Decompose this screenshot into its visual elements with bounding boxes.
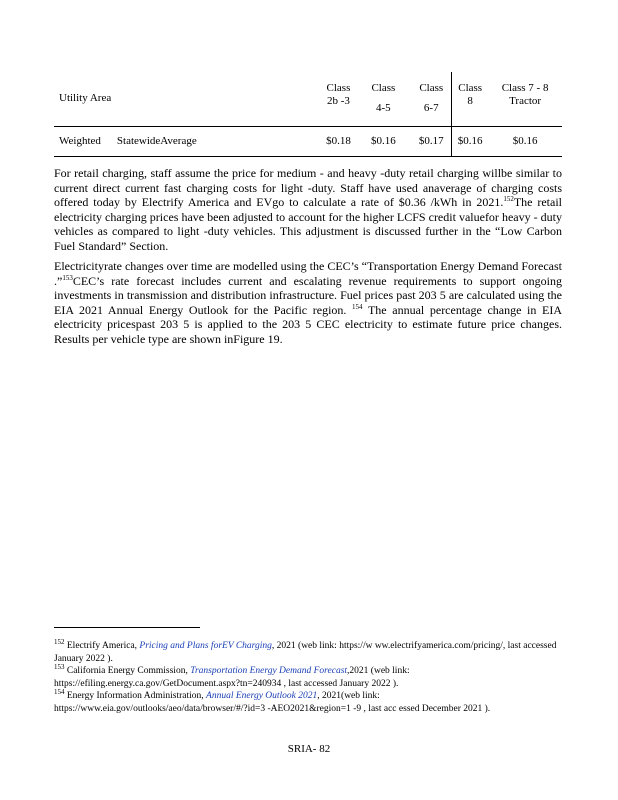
footnote-number: 154 (54, 687, 65, 696)
page-number: SRIA- 82 (287, 743, 331, 755)
footnote-ref-153[interactable]: 153 (62, 273, 73, 282)
paragraph-1-continued: The retail electricity charging prices have been adjusted to account for the higher LCFS credit valuefor heavy - duty vehicles as compared to light -duty vehicles. This adjustment is discussed further in the “Low Carbon Fuel Standard” Section. (54, 195, 563, 253)
footnote-link[interactable]: Annual Energy Outlook 2021 (206, 691, 318, 701)
header-class-7-8-line1: Class 7 - 8 (501, 82, 549, 94)
header-class-4-5 (355, 72, 411, 126)
table-row (54, 126, 562, 156)
paragraph-2-text-b: CEC’s rate forecast includes current and escalating revenue requirements to support ongoing investments in transmission and distribution infrastructure. Fuel prices past 203 5 are calculated using the EIA 2021 Annual Energy Outlook for the Pacific region. (54, 273, 562, 317)
header-class-2b-3-line2: 2b -3 (327, 95, 350, 107)
header-class-4-5-line1: Class (371, 82, 396, 94)
footnote-link[interactable]: Pricing and Plans forEV Charging (139, 641, 272, 651)
footnote-detail: , 2021 (web link: https://w ww.electrifyamerica.com/pricing/, last accessed January 2022 ). (54, 641, 557, 664)
footnote-detail: , 2021(web link: https://www.eia.gov/outlooks/aeo/data/browser/#/?id=3 -AEO2021&region=1 -9 , last acc essed December 2021 ). (54, 691, 491, 714)
footnote-source: Energy Information Administration, (66, 691, 204, 701)
header-class-7-8-tractor (488, 72, 562, 126)
footnote-source: California Energy Commission, (66, 666, 188, 676)
value-class-2b-3: $0.18 (321, 126, 355, 156)
value-class-8: $0.16 (452, 126, 488, 156)
footnotes (54, 637, 562, 715)
value-class-6-7: $0.17 (411, 126, 451, 156)
paragraph-2-text-c: The annual percentage change in EIA electricity pricespast 203 5 is applied to the 203 5 CEC electricity to estimate future price changes. Results per vehicle type are shown inFigure 19. (54, 302, 563, 346)
header-class-2b-3 (321, 72, 355, 126)
row-label (54, 126, 321, 156)
footnote-source: Electrify America, (66, 641, 138, 651)
value-class-7-8-tractor: $0.16 (488, 126, 562, 156)
footnote-detail: ,2021 (web link: https://efiling.energy.ca.gov/GetDocument.aspx?tn=240934 , last accessed January 2022 ). (54, 666, 410, 689)
paragraph-2-text-a: Electricityrate changes over time are modelled using the CEC’s “Transportation Energy Demand Forecast .” (54, 259, 562, 288)
header-class-7-8-line2: Tractor (509, 95, 542, 107)
paragraph-1-text: For retail charging, staff assume the price for medium - and heavy -duty retail charging willbe similar to current direct current fast charging costs for light -duty. Staff have used anaverage of charging costs offered today by Electrify America and EVgo to calculate a rate of $0.36 /kWh in 2021. (54, 166, 562, 209)
paragraph-electricity-rate (54, 259, 562, 346)
footnote-number: 152 (54, 637, 65, 646)
footnote-152 (54, 637, 562, 665)
value-class-4-5: $0.16 (355, 126, 411, 156)
footnote-number: 153 (54, 662, 65, 671)
header-class-6-7 (411, 72, 451, 126)
charging-rate-table (54, 72, 562, 157)
header-utility-area: Utility Area (54, 72, 321, 126)
header-class-8-line1: Class (458, 82, 483, 94)
footnote-divider (54, 627, 200, 628)
header-class-8 (452, 72, 488, 126)
footnote-ref-152[interactable]: 152 (503, 195, 514, 203)
footnote-link[interactable]: Transportation Energy Demand Forecast (190, 666, 348, 676)
paragraph-retail-charging (54, 166, 562, 253)
header-class-2b-3-line1: Class (326, 82, 351, 94)
footnote-ref-154[interactable]: 154 (352, 302, 363, 311)
header-class-6-7-line1: Class (419, 82, 444, 94)
footnote-153 (54, 662, 562, 690)
header-class-8-line2: 8 (467, 95, 473, 107)
header-class-6-7-line2: 6-7 (423, 102, 439, 114)
footnote-154 (54, 687, 562, 715)
row-label-statewide: StatewideAverage (116, 134, 197, 147)
header-class-4-5-line2: 4-5 (376, 102, 391, 114)
table-header-row (54, 72, 562, 126)
row-label-weighted: Weighted (59, 134, 101, 147)
